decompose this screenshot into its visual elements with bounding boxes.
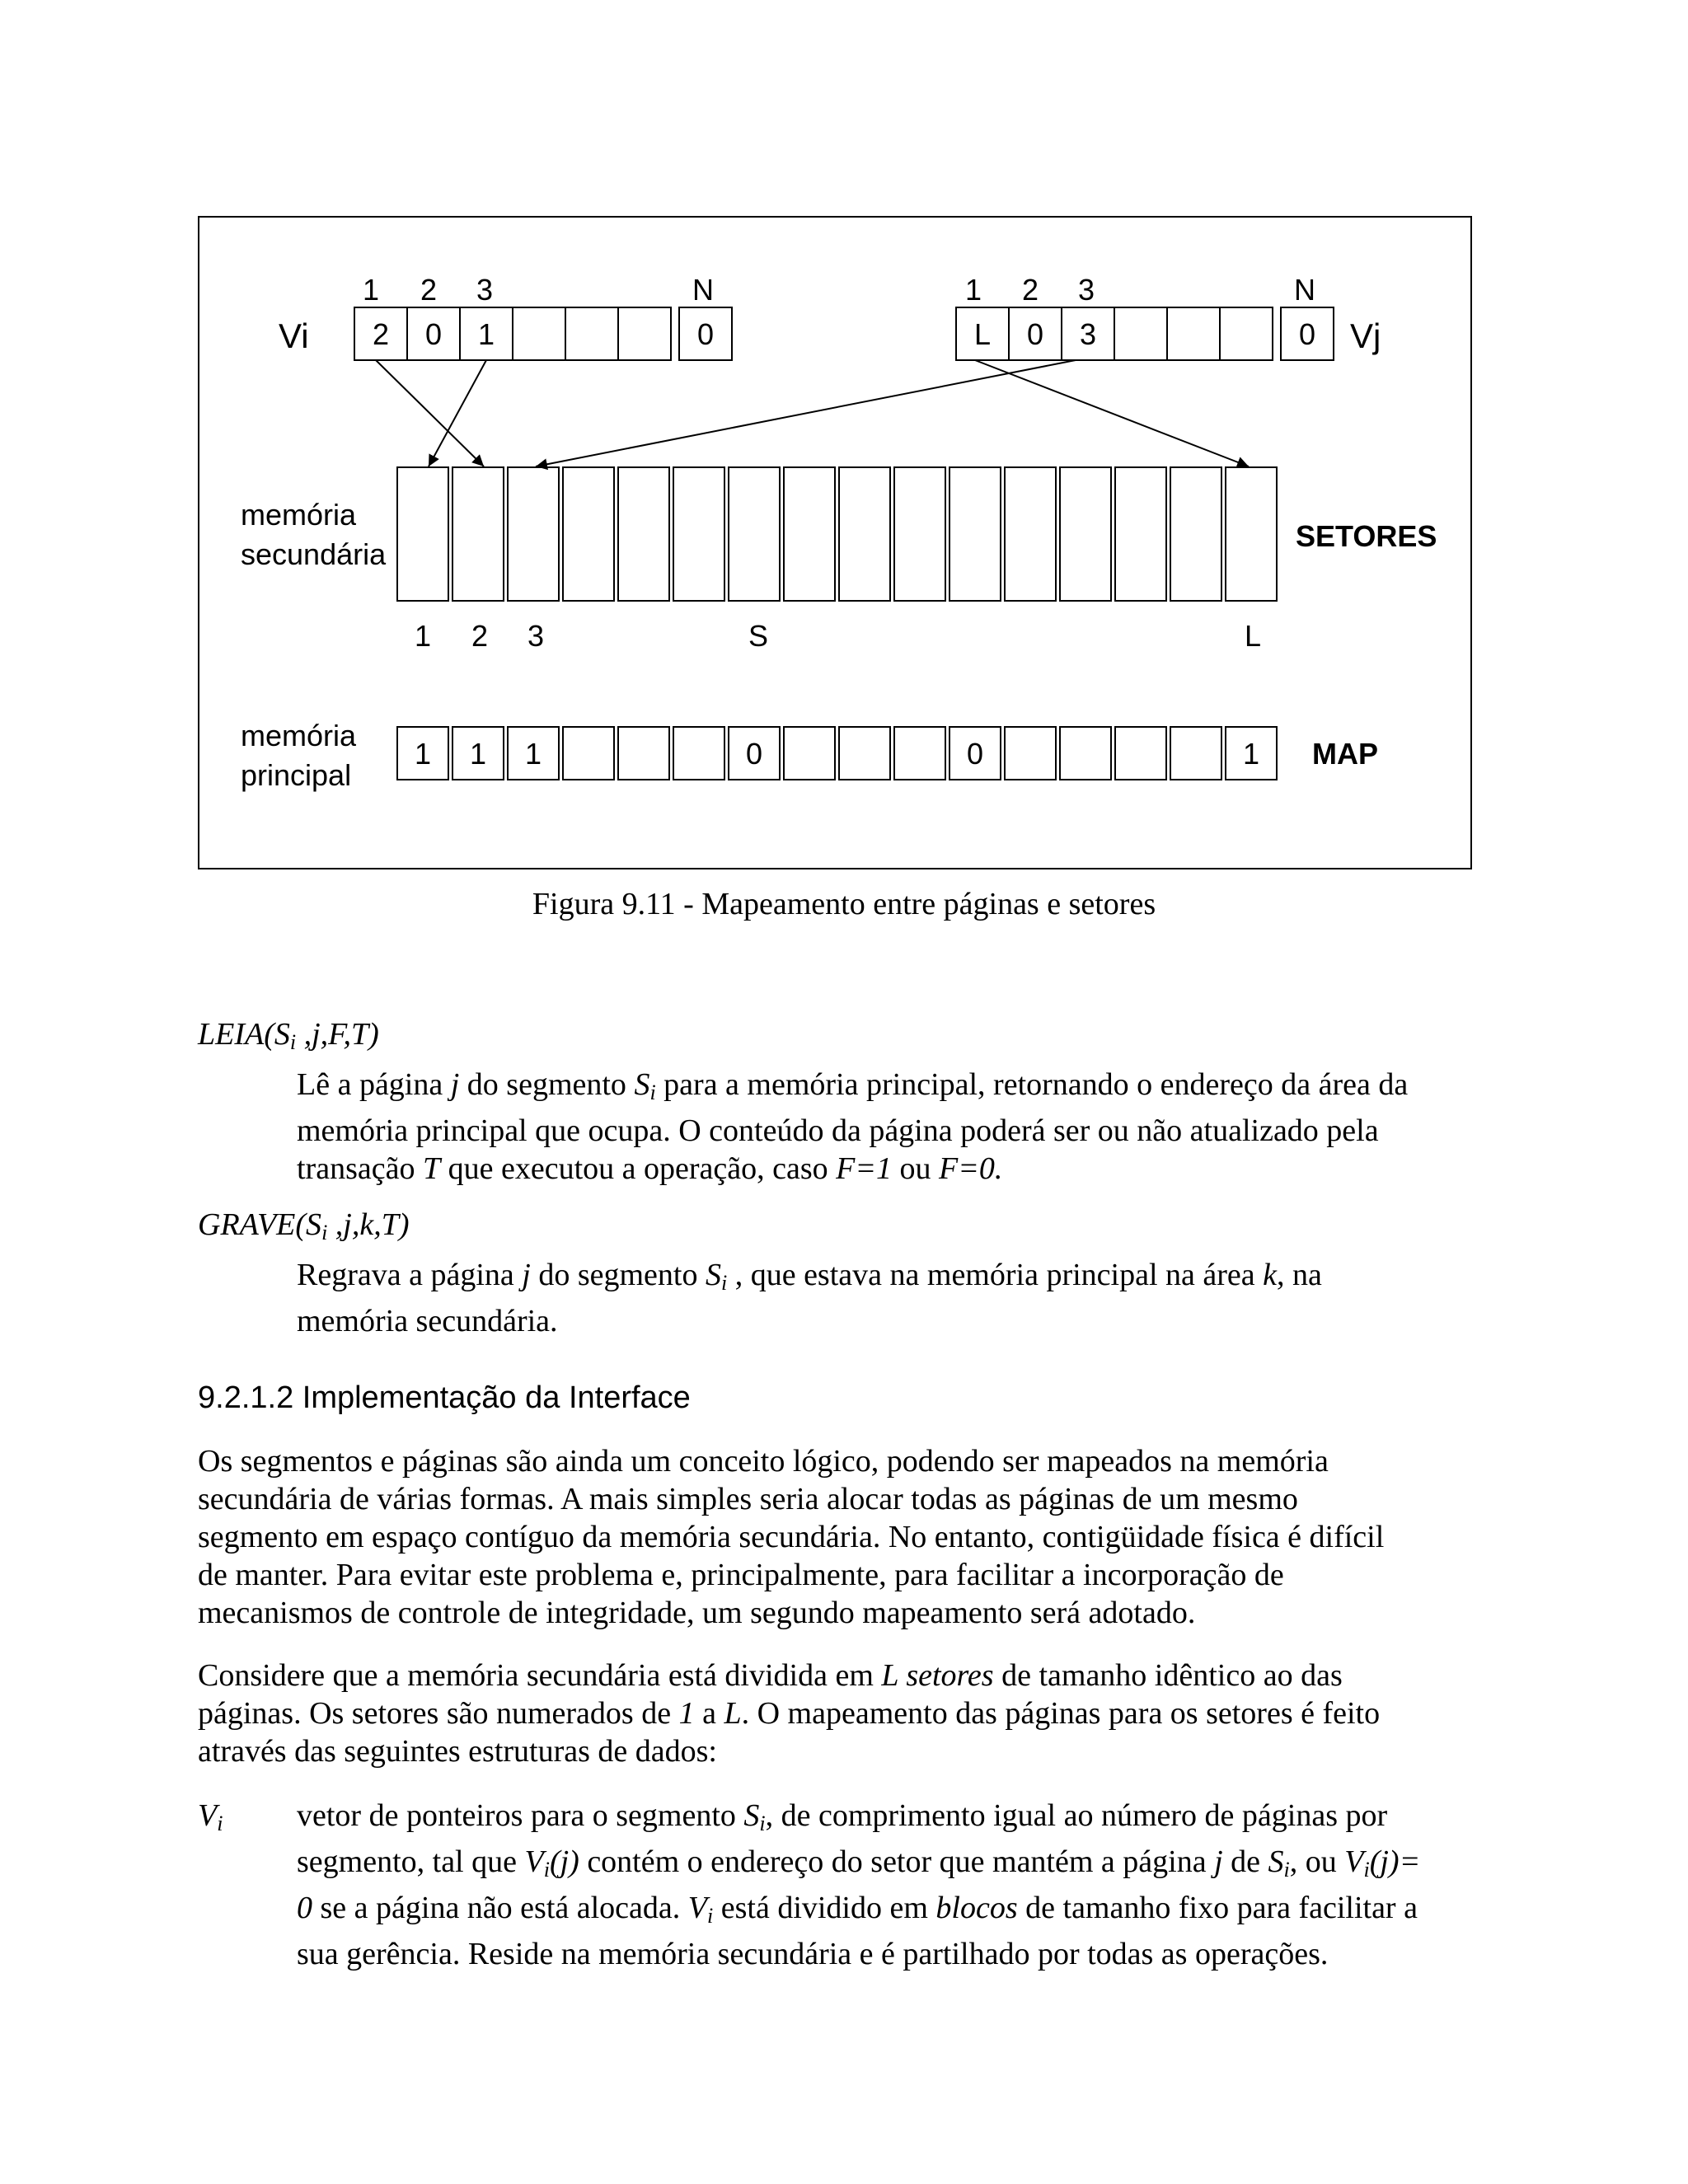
sector-number-l: L <box>1244 619 1262 653</box>
p2-line-1: Considere que a memória secundária está dividida em L setores de tamanho idêntico ao das <box>198 1658 1343 1693</box>
vj-header-3: 3 <box>1077 273 1095 307</box>
map-label: MAP <box>1312 737 1378 771</box>
grave-line-2: memória secundária. <box>297 1304 558 1338</box>
vj-header-n: N <box>1294 273 1315 307</box>
vi-cell-2: 0 <box>424 317 443 351</box>
leia-description <box>297 1066 1484 1188</box>
vj-header-1: 1 <box>964 273 982 307</box>
main-mem-label-2: principal <box>241 758 352 792</box>
vi-def-line-3: 0 se a página não está alocada. $V_i$ está dividido em blocos de tamanho fixo para facilitar a <box>297 1891 1418 1928</box>
vi-header-n: N <box>692 273 714 307</box>
p1-line: secundária de várias formas. A mais simples seria alocar todas as páginas de um mesmo <box>198 1482 1298 1516</box>
sector-number-3: 3 <box>527 619 545 653</box>
sector-number-s: S <box>748 619 769 653</box>
p1-line: de manter. Para evitar este problema e, principalmente, para facilitar a incorporação de <box>198 1558 1284 1592</box>
vi-cell-n: 0 <box>696 317 715 351</box>
p1-line: mecanismos de controle de integridade, um segundo mapeamento será adotado. <box>198 1596 1196 1630</box>
vi-cell-1: 2 <box>372 317 390 351</box>
p1-line: Os segmentos e páginas são ainda um conceito lógico, podendo ser mapeados na memória <box>198 1444 1329 1479</box>
map-cell-1: 1 <box>414 737 432 771</box>
leia-signature: $LEIA(S_i$ ,j,F,T) <box>198 1017 379 1054</box>
leia-line-1: Lê a página j do segmento $S_i$ para a memória principal, retornando o endereço da área da <box>297 1067 1409 1104</box>
sectors-row <box>397 467 1277 601</box>
sector-number-2: 2 <box>471 619 489 653</box>
leia-line-3: transação T que executou a operação, caso F=1 ou F=0. <box>297 1151 1003 1186</box>
map-cell-3: 1 <box>524 737 542 771</box>
vi-def-line-1: vetor de ponteiros para o segmento $S_i$, de comprimento igual ao número de páginas por <box>297 1798 1388 1835</box>
map-cell-2: 1 <box>469 737 487 771</box>
vj-vector <box>956 307 1334 360</box>
vi-def-line-2: segmento, tal que $V_i(j)$ contém o endereço do setor que mantém a página j de $S_i$, ou $V_i(j)=$ <box>297 1844 1421 1882</box>
vj-cell-2: 0 <box>1026 317 1044 351</box>
vj-label: Vj <box>1350 316 1381 355</box>
vj-cell-3: 3 <box>1079 317 1097 351</box>
vi-header-1: 1 <box>362 273 380 307</box>
map-cell-7: 0 <box>745 737 763 771</box>
sec-mem-label-1: memória <box>241 498 357 532</box>
vj-cell-n: 0 <box>1298 317 1316 351</box>
mapping-diagram <box>0 0 1688 874</box>
vi-label: Vi <box>279 316 309 355</box>
vi-def-line-4: sua gerência. Reside na memória secundária e é partilhado por todas as operações. <box>297 1937 1329 1971</box>
p2-line-2: páginas. Os setores são numerados de 1 a L. O mapeamento das páginas para os setores é feito <box>198 1696 1381 1731</box>
pointer-arrows <box>376 360 1249 466</box>
vi-header-3: 3 <box>476 273 494 307</box>
paragraph-2 <box>198 1657 1484 1770</box>
sector-number-1: 1 <box>414 619 432 653</box>
setores-label: SETORES <box>1296 519 1437 553</box>
vi-def-term: $V_i$ <box>198 1798 223 1835</box>
vi-def-description <box>297 1797 1484 1973</box>
vj-header-2: 2 <box>1021 273 1039 307</box>
vj-cell-1: L <box>973 317 992 351</box>
figure-caption: Figura 9.11 - Mapeamento entre páginas e setores <box>532 887 1156 921</box>
vi-header-2: 2 <box>420 273 438 307</box>
sec-mem-label-2: secundária <box>241 537 387 571</box>
map-cell-16: 1 <box>1242 737 1260 771</box>
section-heading: 9.2.1.2 Implementação da Interface <box>198 1380 691 1415</box>
grave-description <box>297 1256 1484 1340</box>
vi-vector <box>354 307 732 360</box>
grave-signature: $GRAVE(S_i$ ,j,k,T) <box>198 1207 410 1244</box>
vi-cell-3: 1 <box>477 317 495 351</box>
grave-line-1: Regrava a página j do segmento $S_i$ , que estava na memória principal na área k, na <box>297 1258 1322 1295</box>
p2-line-3: através das seguintes estruturas de dados: <box>198 1734 717 1769</box>
map-cell-11: 0 <box>966 737 984 771</box>
leia-line-2: memória principal que ocupa. O conteúdo da página poderá ser ou não atualizado pela <box>297 1113 1379 1148</box>
p1-line: segmento em espaço contíguo da memória secundária. No entanto, contigüidade física é difícil <box>198 1520 1385 1554</box>
paragraph-1 <box>198 1442 1484 1632</box>
main-mem-label-1: memória <box>241 719 357 752</box>
